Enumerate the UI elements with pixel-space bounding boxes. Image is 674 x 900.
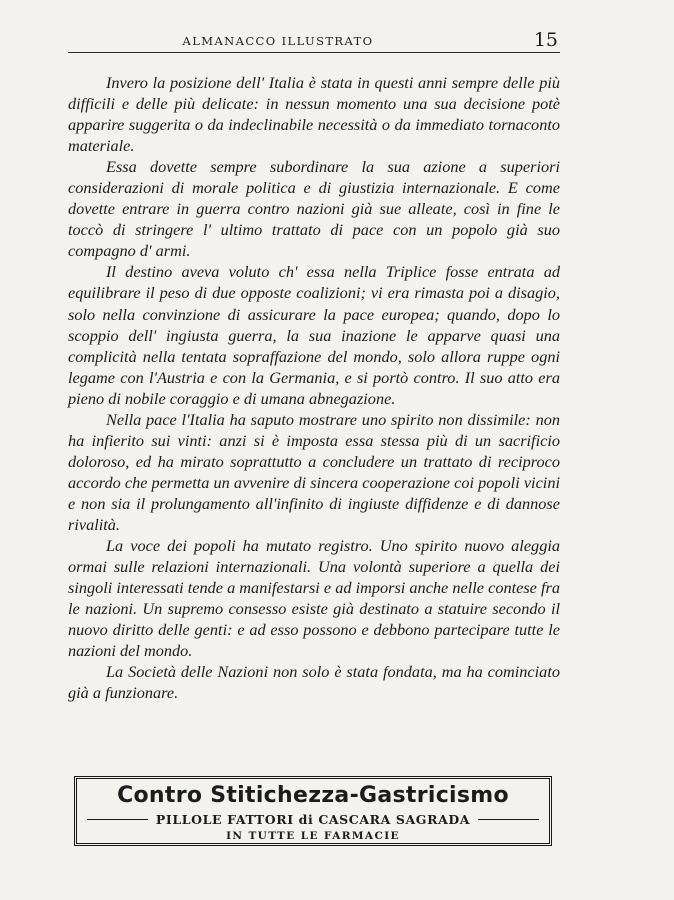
article-body: [68, 72, 560, 703]
ad-availability: IN TUTTE LE FARMACIE: [226, 830, 400, 842]
paragraph: Invero la posizione dell' Italia è stata in questi anni sempre delle più difficili e delle più delicate: in nessun momento una sua decisione potè apparire suggerita o da indeclinabile necessità o da immediato tornaconto materiale.: [68, 73, 560, 156]
advertisement-box: [74, 776, 552, 846]
right-rule: [478, 819, 539, 820]
paragraph: Essa dovette sempre subordinare la sua azione a superiori considerazioni di morale politica e di giustizia internazionale. E come dovette entrare in guerra contro nazioni già sue alleate, così in fine le toccò di stringere l' ultimo trattato di pace con un popolo già suo compagno d' armi.: [68, 157, 560, 261]
left-rule: [87, 819, 148, 820]
page-number: 15: [533, 29, 558, 51]
ad-product-name: PILLOLE FATTORI di CASCARA SAGRADA: [155, 811, 471, 827]
ad-product-row: [87, 811, 539, 827]
paragraph: Nella pace l'Italia ha saputo mostrare uno spirito non dissimile: non ha infierito sui vinti: anzi si è imposta essa stessa più di un sacrificio doloroso, ed ha mirato soprattutto a concludere un trattato di reciproco accordo che permetta un avvenire di sincera cooperazione coi popoli vicini e non sia il prolungamento all'infinito di ingiuste diffidenze e di dannose rivalità.: [68, 409, 560, 534]
paragraph: Il destino aveva voluto ch' essa nella Triplice fosse entrata ad equilibrare il peso di due opposte coalizioni; vi era rimasta poi a disagio, solo nella convinzione di assicurare la pace europea; quando, dopo lo scoppio dell' ingiusta guerra, la sua inazione le apparve quasi una complicità nella tentata sopraffazione del mondo, solo allora ruppe ogni legame con l'Austria e con la Germania, e si portò contro. Il suo atto era pieno di nobile coraggio e di umana abnegazione.: [68, 262, 560, 408]
paragraph: La Società delle Nazioni non solo è stata fondata, ma ha cominciato già a funzionare.: [68, 662, 560, 703]
page-header: [68, 30, 560, 53]
ad-headline: Contro Stitichezza-Gastricismo: [117, 783, 509, 808]
running-title: ALMANACCO ILLUSTRATO: [182, 34, 374, 48]
paragraph: La voce dei popoli ha mutato registro. Uno spirito nuovo aleggia ormai sulle relazioni internazionali. Una volontà superiore a quella dei singoli interessati tende a manifestarsi e ad imporsi anche nelle contese fra le nazioni. Un supremo consesso esiste già destinato a statuire secondo il nuovo diritto delle genti: e ad esso possono e debbono partecipare tutte le nazioni del mondo.: [68, 536, 560, 661]
